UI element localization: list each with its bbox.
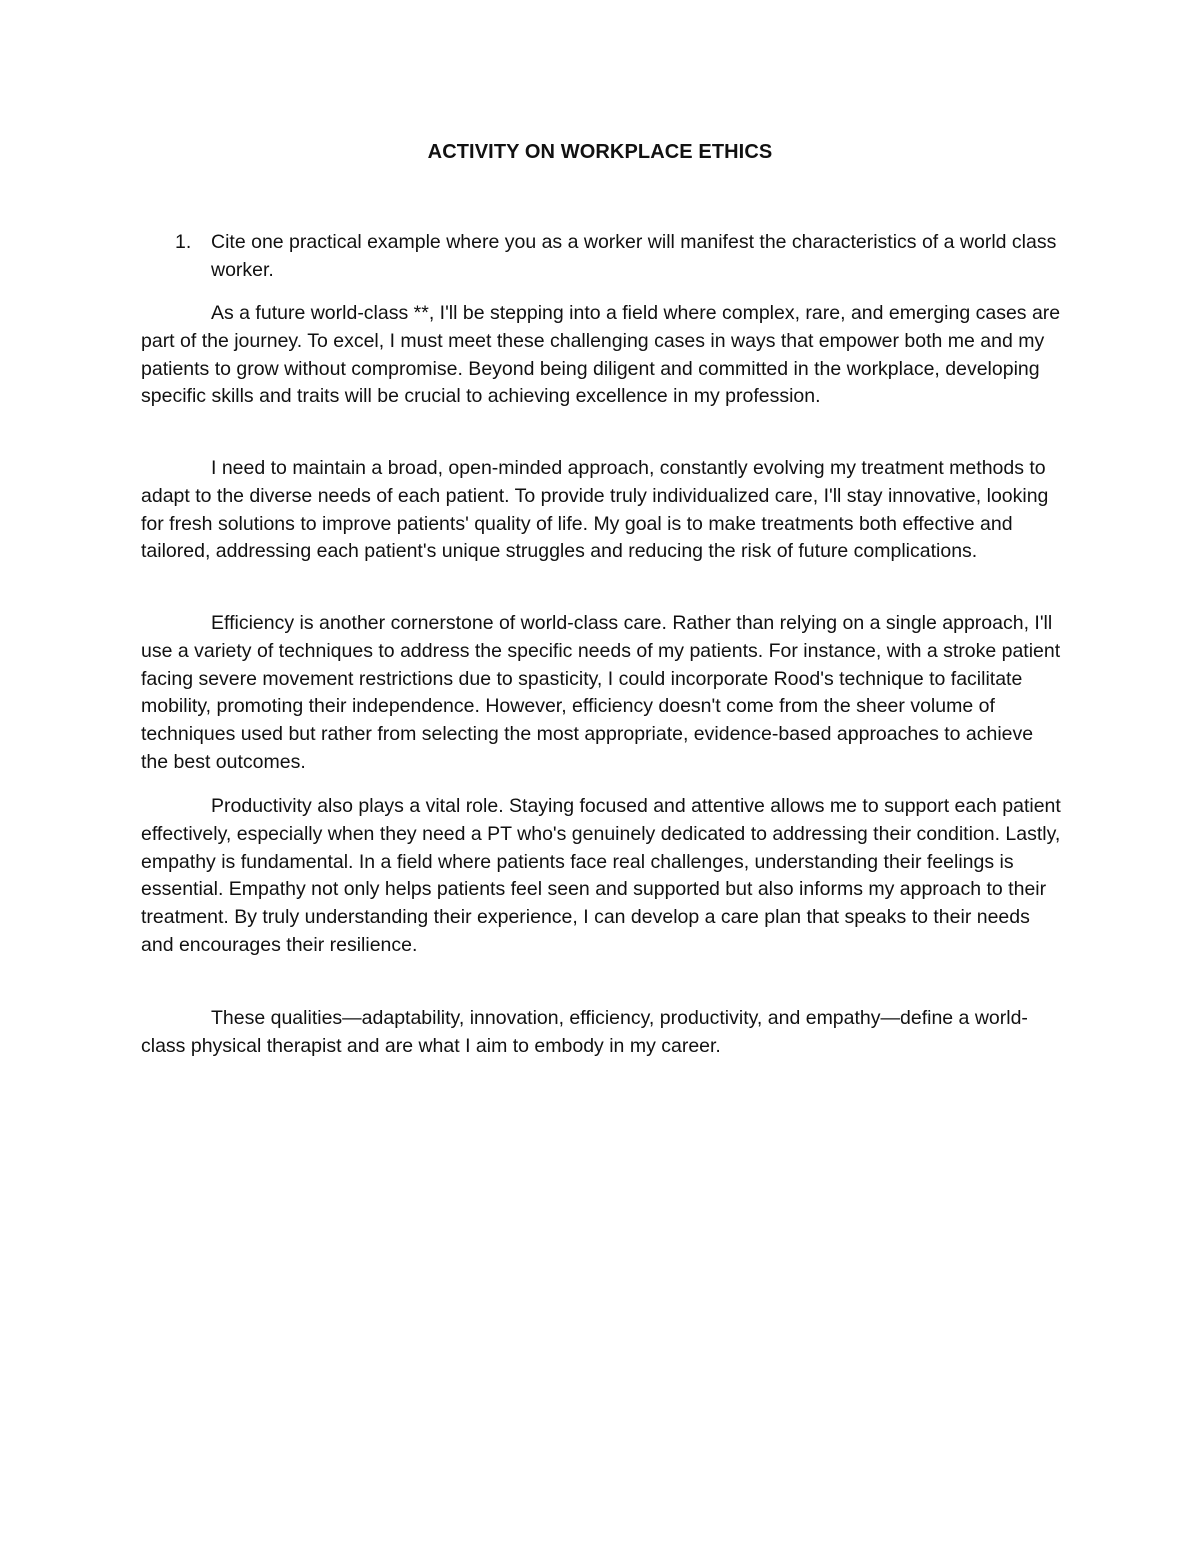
- answer-paragraph-1: As a future world-class **, I'll be stepping into a field where complex, rare, and emerging cases are part of the journey. To excel, I must meet these challenging cases in ways that empower both me and my patients to grow without compromise. Beyond being diligent and committed in the workplace, developing specific skills and traits will be crucial to achieving excellence in my profession.: [141, 302, 1061, 408]
- answer-paragraph-4: Productivity also plays a vital role. Staying focused and attentive allows me to support each patient effectively, especially when they need a PT who's genuinely dedicated to addressing their condition. Lastly, empathy is fundamental. In a field where patients face real challenges, understanding their feelings is essential. Empathy not only helps patients feel seen and supported but also informs my approach to their treatment. By truly understanding their experience, I can develop a care plan that speaks to their needs and encourages their resilience.: [141, 795, 1061, 956]
- document-title: ACTIVITY ON WORKPLACE ETHICS: [427, 141, 773, 163]
- question-number: 1.: [175, 231, 192, 253]
- answer-paragraph-5: These qualities—adaptability, innovation, efficiency, productivity, and empathy—define a world-class physical therapist and are what I aim to embody in my career.: [141, 1007, 1028, 1057]
- question-text: Cite one practical example where you as a worker will manifest the characteristics of a world class worker.: [211, 231, 1057, 281]
- answer-paragraph-3: Efficiency is another cornerstone of world-class care. Rather than relying on a single approach, I'll use a variety of techniques to address the specific needs of my patients. For instance, with a stroke patient facing severe movement restrictions due to spasticity, I could incorporate Rood's technique to facilitate mobility, promoting their independence. However, efficiency doesn't come from the sheer volume of techniques used but rather from selecting the most appropriate, evidence-based approaches to achieve the best outcomes.: [141, 612, 1061, 773]
- answer-paragraph-2: I need to maintain a broad, open-minded approach, constantly evolving my treatment methods to adapt to the diverse needs of each patient. To provide truly individualized care, I'll stay innovative, looking for fresh solutions to improve patients' quality of life. My goal is to make treatments both effective and tailored, addressing each patient's unique struggles and reducing the risk of future complications.: [141, 457, 1049, 563]
- question-item: [175, 228, 1065, 284]
